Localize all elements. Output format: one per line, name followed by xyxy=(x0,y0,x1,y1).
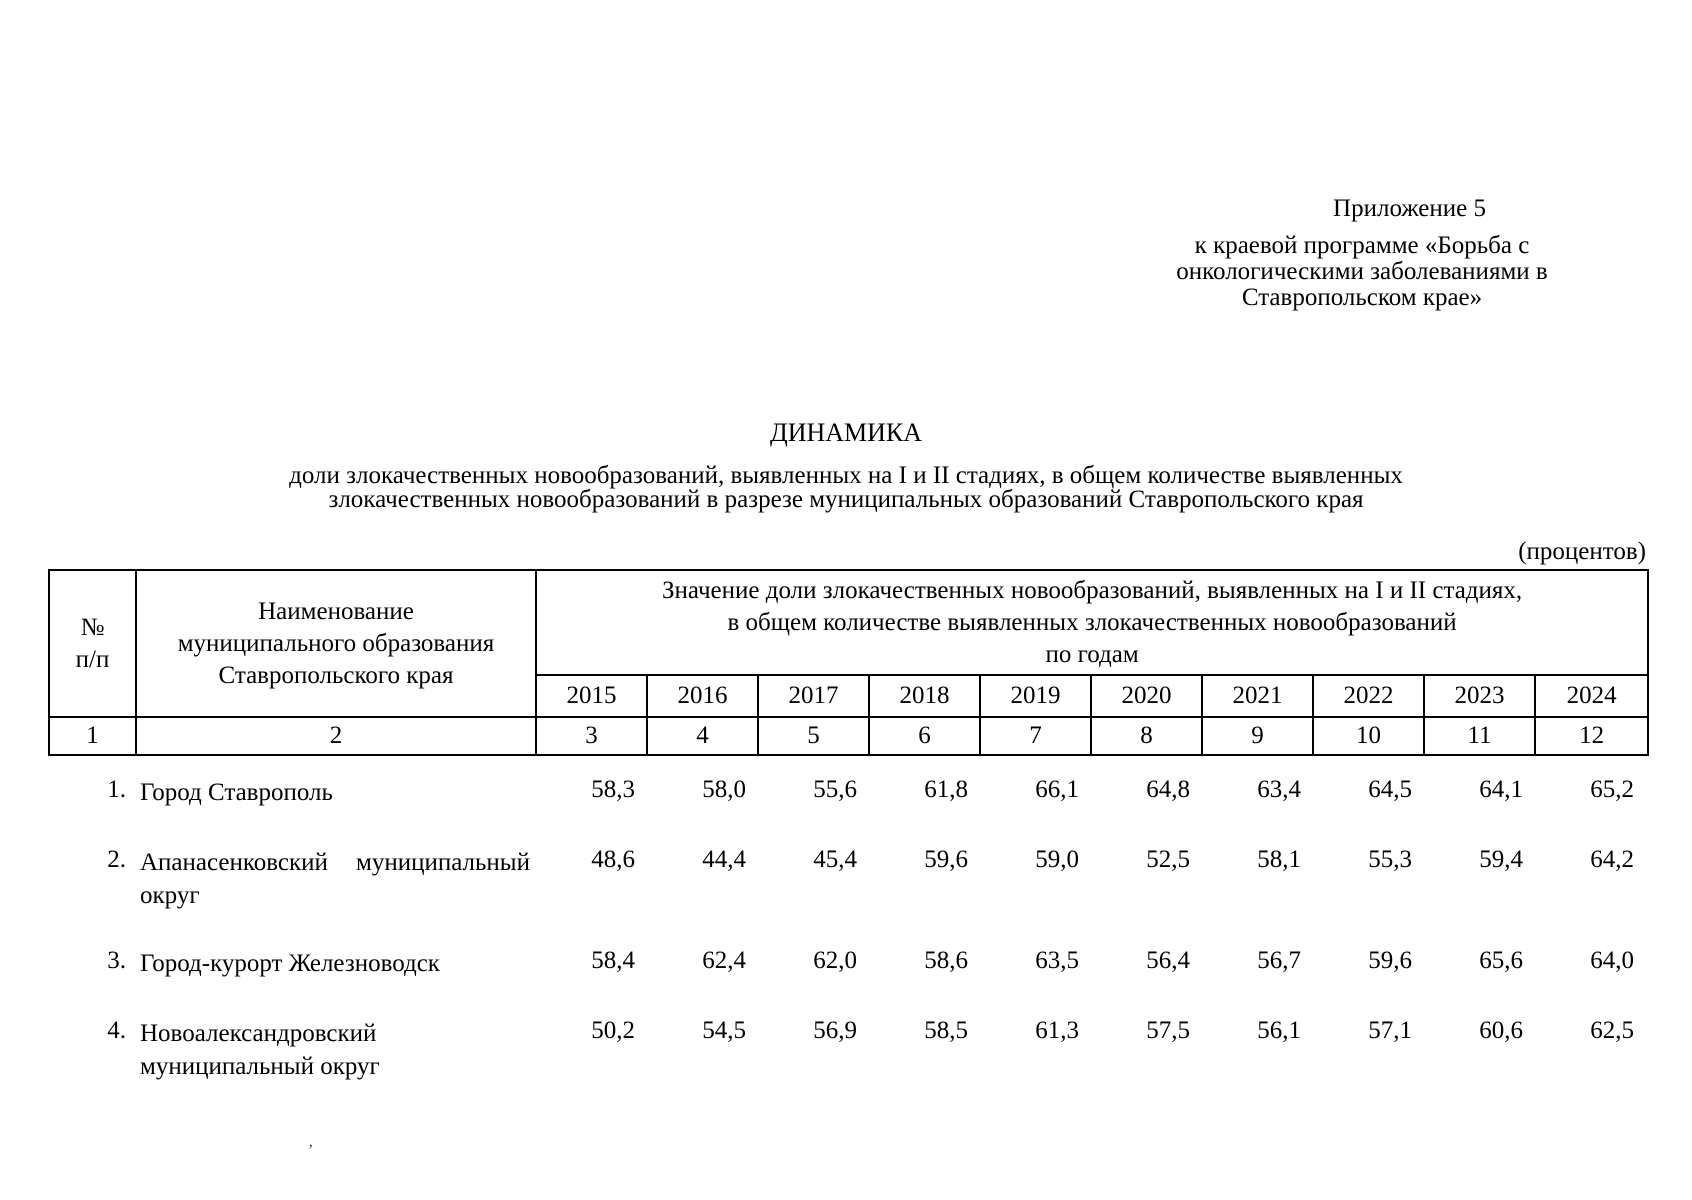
column-index: 2 xyxy=(136,717,536,755)
row-name: Город-курорт Железноводск xyxy=(140,950,440,977)
table-row xyxy=(48,1001,1647,1101)
year-header: 2019 xyxy=(980,675,1091,717)
table-body xyxy=(48,760,1647,1101)
row-value: 58,1 xyxy=(1257,846,1301,873)
row-value: 58,4 xyxy=(591,947,635,974)
header-name xyxy=(136,570,536,717)
column-index: 6 xyxy=(869,717,980,755)
row-value: 55,6 xyxy=(813,776,857,803)
header-number xyxy=(49,570,136,717)
row-value: 64,1 xyxy=(1479,776,1523,803)
table-row xyxy=(48,931,1647,1001)
row-value: 59,4 xyxy=(1479,846,1523,873)
column-index: 8 xyxy=(1091,717,1202,755)
column-index: 1 xyxy=(49,717,136,755)
year-header: 2017 xyxy=(758,675,869,717)
row-value: 56,4 xyxy=(1146,947,1190,974)
appendix-line: к краевой программе «Борьба с xyxy=(1194,232,1530,259)
row-number: 4. xyxy=(107,1017,126,1044)
subtitle-line: злокачественных новообразований в разрезе муниципальных образований Ставропольского края xyxy=(328,486,1364,513)
row-value: 62,5 xyxy=(1590,1017,1634,1044)
row-number: 2. xyxy=(107,846,126,873)
row-value: 58,5 xyxy=(924,1017,968,1044)
year-header: 2023 xyxy=(1424,675,1535,717)
row-value: 55,3 xyxy=(1368,846,1412,873)
header-number-line: п/п xyxy=(75,645,110,673)
header-values-line: Значение доли злокачественных новообразований, выявленных на I и II стадиях, xyxy=(661,576,1523,604)
row-value: 56,1 xyxy=(1257,1017,1301,1044)
row-value: 59,6 xyxy=(1368,947,1412,974)
row-value: 65,2 xyxy=(1590,776,1634,803)
row-value: 61,8 xyxy=(924,776,968,803)
row-value: 52,5 xyxy=(1146,846,1190,873)
row-value: 58,0 xyxy=(702,776,746,803)
row-name: Апанасенковский муниципальный округ xyxy=(140,849,530,909)
column-index: 10 xyxy=(1313,717,1424,755)
row-value: 58,6 xyxy=(924,947,968,974)
row-value: 61,3 xyxy=(1035,1017,1079,1044)
row-value: 45,4 xyxy=(813,846,857,873)
row-value: 64,8 xyxy=(1146,776,1190,803)
row-value: 59,0 xyxy=(1035,846,1079,873)
appendix-line: Ставропольском крае» xyxy=(1241,284,1483,311)
row-value: 48,6 xyxy=(591,846,635,873)
document-subtitle xyxy=(120,464,1572,512)
year-header: 2024 xyxy=(1535,675,1648,717)
appendix-block xyxy=(1152,196,1572,311)
header-name-line: Наименование xyxy=(258,597,414,625)
row-value: 64,5 xyxy=(1368,776,1412,803)
table-row xyxy=(48,830,1647,931)
column-index: 9 xyxy=(1202,717,1313,755)
units-label: (процентов) xyxy=(1518,538,1646,565)
column-index: 5 xyxy=(758,717,869,755)
column-index: 12 xyxy=(1535,717,1648,755)
column-index: 4 xyxy=(647,717,758,755)
header-values xyxy=(536,570,1648,675)
appendix-line: онкологическими заболеваниями в xyxy=(1176,258,1548,285)
row-value: 44,4 xyxy=(702,846,746,873)
stray-mark: ʼ xyxy=(308,1142,314,1159)
row-value: 54,5 xyxy=(702,1017,746,1044)
row-value: 57,5 xyxy=(1146,1017,1190,1044)
column-index: 7 xyxy=(980,717,1091,755)
row-name: Город Ставрополь xyxy=(140,779,333,806)
row-value: 58,3 xyxy=(591,776,635,803)
table-header xyxy=(48,569,1649,756)
document-title: ДИНАМИКА xyxy=(769,418,923,447)
row-value: 62,4 xyxy=(702,947,746,974)
row-value: 56,9 xyxy=(813,1017,857,1044)
row-value: 56,7 xyxy=(1257,947,1301,974)
row-name: Новоалександровский муниципальный округ xyxy=(140,1020,380,1080)
row-value: 63,5 xyxy=(1035,947,1079,974)
year-header: 2020 xyxy=(1091,675,1202,717)
year-header: 2016 xyxy=(647,675,758,717)
row-value: 65,6 xyxy=(1479,947,1523,974)
row-value: 63,4 xyxy=(1257,776,1301,803)
header-values-line: по годам xyxy=(1045,640,1139,668)
row-value: 66,1 xyxy=(1035,776,1079,803)
row-value: 64,2 xyxy=(1590,846,1634,873)
table-row xyxy=(48,760,1647,830)
column-index: 11 xyxy=(1424,717,1535,755)
header-number-line: № xyxy=(80,613,105,641)
year-header: 2021 xyxy=(1202,675,1313,717)
appendix-number: Приложение 5 xyxy=(1333,195,1486,222)
year-header: 2018 xyxy=(869,675,980,717)
header-values-line: в общем количестве выявленных злокачественных новообразований xyxy=(727,608,1457,636)
row-value: 50,2 xyxy=(591,1017,635,1044)
year-header: 2022 xyxy=(1313,675,1424,717)
row-value: 62,0 xyxy=(813,947,857,974)
row-value: 60,6 xyxy=(1479,1017,1523,1044)
year-header: 2015 xyxy=(536,675,647,717)
header-name-line: Ставропольского края xyxy=(218,661,454,689)
row-value: 64,0 xyxy=(1590,947,1634,974)
row-number: 1. xyxy=(107,776,126,803)
subtitle-line: доли злокачественных новообразований, выявленных на I и II стадиях, в общем количестве выявленных xyxy=(289,462,1403,489)
row-number: 3. xyxy=(107,947,126,974)
column-index: 3 xyxy=(536,717,647,755)
row-value: 59,6 xyxy=(924,846,968,873)
row-value: 57,1 xyxy=(1368,1017,1412,1044)
header-name-line: муниципального образования xyxy=(177,629,495,657)
